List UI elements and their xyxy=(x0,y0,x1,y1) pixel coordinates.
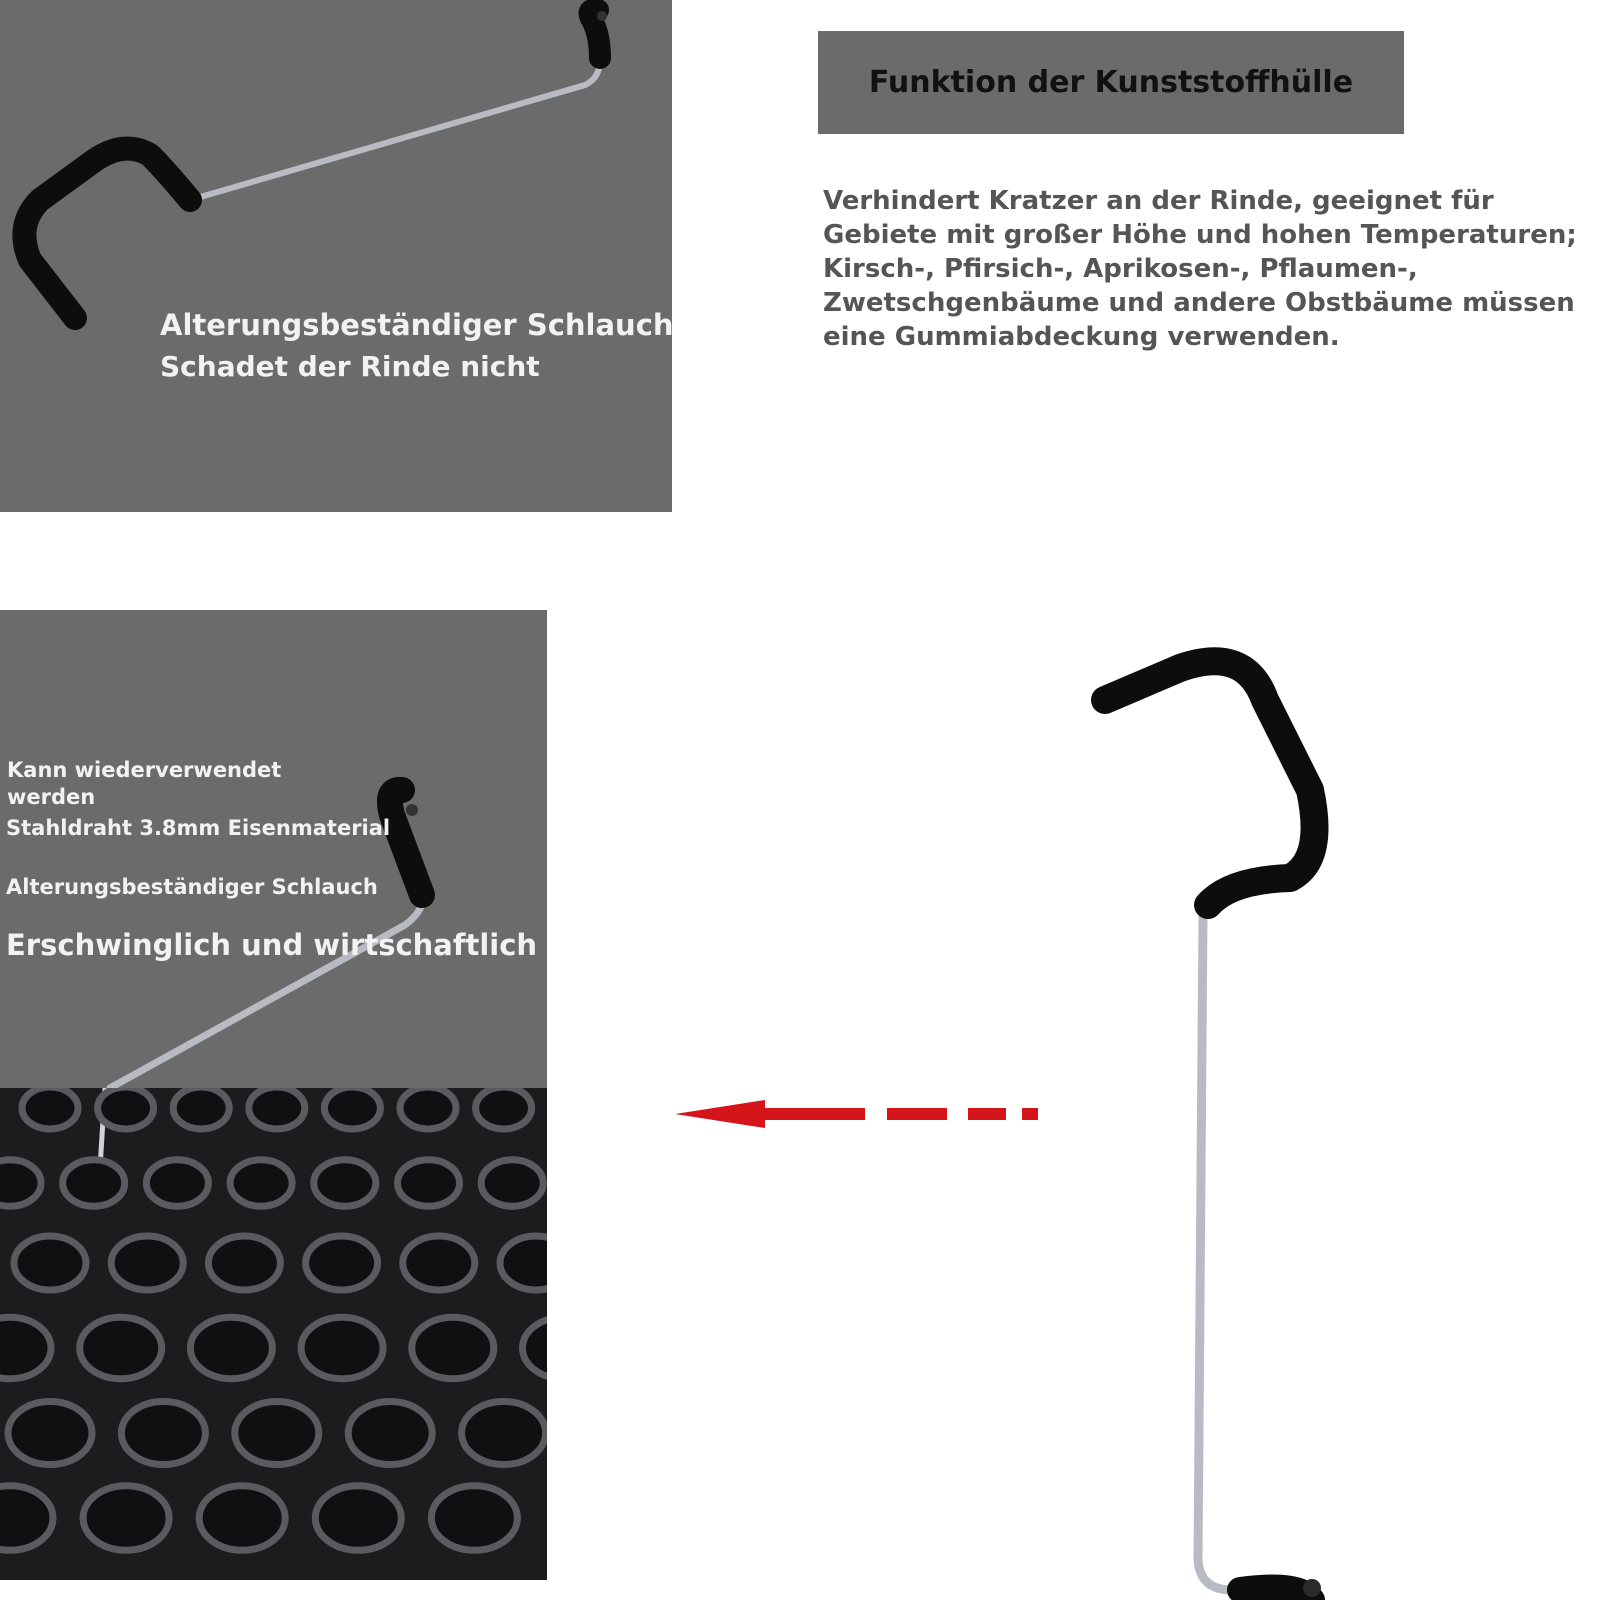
top-hook-image xyxy=(0,0,672,512)
tube-ring xyxy=(324,1088,380,1129)
tube-ring xyxy=(235,1402,319,1465)
tube-ring xyxy=(249,1088,305,1129)
rubber-tubes-closeup xyxy=(0,1088,547,1580)
tube-ring xyxy=(80,1317,162,1379)
feature-affordable: Erschwinglich und wirtschaftlich xyxy=(6,928,538,962)
tube-ring xyxy=(400,1088,456,1129)
feature-aging-resistant: Alterungsbeständiger Schlauch xyxy=(6,875,378,899)
tube-ring xyxy=(121,1402,205,1465)
tube-ring xyxy=(199,1486,285,1551)
tube-ring xyxy=(500,1236,547,1290)
tube-ring xyxy=(22,1088,78,1129)
tube-ring xyxy=(315,1486,401,1551)
tube-ring xyxy=(14,1236,86,1290)
tree-support-hook-image xyxy=(1105,661,1321,1600)
tube-ring xyxy=(146,1160,208,1207)
tube-ring xyxy=(111,1236,183,1290)
tube-ring xyxy=(314,1160,376,1207)
tube-ring xyxy=(63,1160,125,1207)
red-arrow-icon xyxy=(675,1100,1038,1128)
tube-ring xyxy=(0,1317,51,1379)
tube-ring xyxy=(403,1236,475,1290)
feature-reusable: Kann wiederverwendet xyxy=(7,758,282,782)
top-panel-line2: Schadet der Rinde nicht xyxy=(160,350,540,383)
bottom-feature-panel xyxy=(0,610,547,1088)
feature-steel-wire: Stahldraht 3.8mm Eisenmaterial xyxy=(6,816,391,840)
tube-ring xyxy=(0,1160,41,1207)
tube-ring xyxy=(306,1236,378,1290)
tube-ring xyxy=(412,1317,494,1379)
tube-ring xyxy=(208,1236,280,1290)
tube-ring xyxy=(523,1317,548,1379)
tube-ring xyxy=(190,1317,272,1379)
section-title-box xyxy=(818,31,1404,134)
tube-ring xyxy=(8,1402,92,1465)
rubber-tubes-image xyxy=(0,1088,547,1580)
tube-ring xyxy=(476,1088,532,1129)
tube-ring xyxy=(173,1088,229,1129)
section-title: Funktion der Kunststoffhülle xyxy=(868,65,1354,100)
tube-ring xyxy=(301,1317,383,1379)
top-panel-line1: Alterungsbeständiger Schlauch xyxy=(160,308,674,342)
tube-ring xyxy=(398,1160,460,1207)
feature-reusable-cont: werden xyxy=(7,785,96,809)
tube-ring xyxy=(481,1160,543,1207)
tube-ring xyxy=(0,1486,53,1551)
tube-ring xyxy=(98,1088,154,1129)
tube-ring xyxy=(431,1486,517,1551)
description-text: Verhindert Kratzer an der Rinde, geeignet für Gebiete mit großer Höhe und hohen Temperaturen; Kirsch-, Pfirsich-, Aprikosen-, Pflaumen-, Zwetschgenbäume und andere Obstbäume müssen eine Gummiabdeckung verwenden. xyxy=(823,186,1577,352)
bottom-hook-image xyxy=(0,610,547,1088)
tube-ring xyxy=(348,1402,432,1465)
tube-ring xyxy=(462,1402,546,1465)
tube-ring xyxy=(83,1486,169,1551)
tube-ring xyxy=(230,1160,292,1207)
top-product-panel xyxy=(0,0,672,512)
